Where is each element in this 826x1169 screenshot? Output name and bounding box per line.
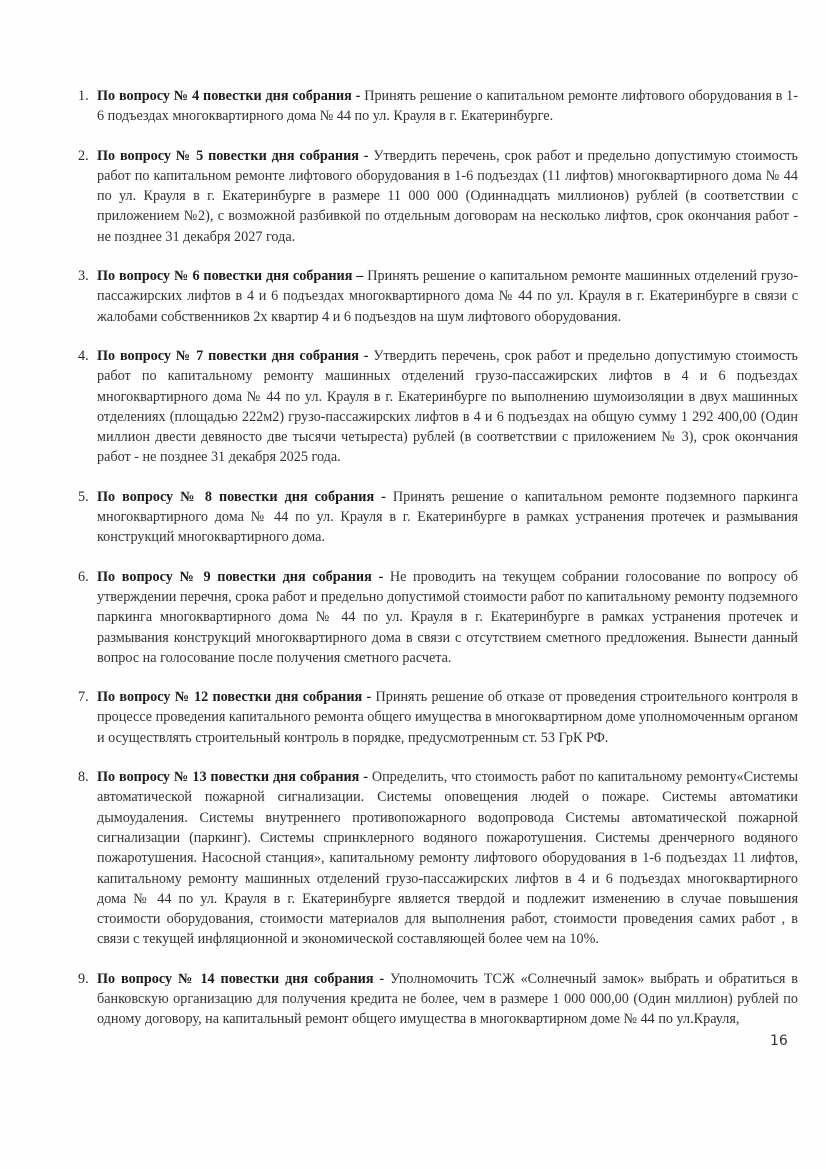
resolution-item <box>70 687 798 748</box>
item-lead: По вопросу № 8 повестки дня собрания <box>97 488 375 505</box>
item-number: 7. <box>78 689 89 706</box>
item-text: Не проводить на текущем собрании голосование по вопросу об утверждении перечня, срока работ и предельно допустимой стоимости работ по капитальному ремонту подземного паркинга многоквартирного дома № 44 по ул. Крауля в г. Екатеринбурге в рамках устранения протечек и размывания конструкций многоквартирного дома в связи с отсутствием сметного предложения. Вынести данный вопрос на голосование после получения сметного расчета. <box>97 568 798 666</box>
resolution-item <box>70 767 798 950</box>
item-lead: По вопросу № 5 повестки дня собрания <box>97 147 359 164</box>
item-separator: - <box>373 970 391 987</box>
item-lead: По вопросу № 12 повестки дня собрания <box>97 689 363 706</box>
resolution-item <box>70 487 798 548</box>
item-text: Уполномочить ТСЖ «Солнечный замок» выбрать и обратиться в банковскую организацию для получения кредита не более, чем в размере 1 000 000,00 (Один миллион) рублей по одному договору, на капитальный ремонт общего имущества в многоквартирном доме № 44 по ул.Крауля, <box>97 970 799 1028</box>
item-number: 3. <box>78 268 89 285</box>
item-lead: По вопросу № 14 повестки дня собрания <box>97 970 374 987</box>
page-number: 16 <box>770 1033 788 1049</box>
resolution-item <box>70 567 798 668</box>
item-text: Утвердить перечень, срок работ и предельно допустимую стоимость работ по капитальному ремонту машинных отделений грузо-пассажирских лифтов в 4 и 6 подъездах многоквартирного дома № 44 по ул. Крауля в г. Екатеринбурге по выполнению шумоизоляции в двух машинных отделениях (площадью 222м2) грузо-пассажирских лифтов в 4 и 6 подъездах на общую сумму 1 292 400,00 (Один миллион двести девяносто две тысячи четыреста) рублей (в соответствии с приложением № 3), срок окончания работ - не позднее 31 декабря 2025 года. <box>97 347 798 466</box>
item-number: 2. <box>78 147 89 164</box>
item-text: Определить, что стоимость работ по капитальному ремонту«Системы автоматической пожарной сигнализации. Системы оповещения людей о пожаре. Системы автоматики дымоудаления. Системы внутреннего противопожарного водопровода Системы автоматической пожарной сигнализации (паркинг). Системы спринклерного водяного пожаротушения. Системы дренчерного водяного пожаротушения. Насосной станция», капитальному ремонту лифтового оборудования в 1-6 подъездах 11 лифтов, капитальному ремонту машинных отделений грузо-пассажирских лифтов в 4 и 6 подъездах многоквартирного дома № 44 по ул. Крауля в г. Екатеринбурге является твердой и подлежит изменению в случае повышения стоимости оборудования, стоимости материалов для выполнения работ, стоимости проведения самих работ , в связи с текущей инфляционной и экономической составляющей более чем на 10%. <box>97 769 798 948</box>
item-separator: - <box>371 568 390 585</box>
resolution-item <box>70 969 798 1030</box>
item-separator: - <box>358 147 374 164</box>
item-separator: - <box>362 689 376 706</box>
resolution-item <box>70 346 798 468</box>
item-number: 6. <box>78 568 89 585</box>
item-lead: По вопросу № 7 повестки дня собрания <box>97 347 359 364</box>
item-separator: - <box>359 769 372 786</box>
resolution-item <box>70 86 798 127</box>
resolution-list <box>70 86 798 1030</box>
item-text: Принять решение о капитальном ремонте подземного паркинга многоквартирного дома № 44 по ул. Крауля в г. Екатеринбурге в рамках устранения протечек и размывания конструкций многоквартирного дома. <box>97 488 798 546</box>
item-separator: - <box>374 488 393 505</box>
item-text: Принять решение о капитальном ремонте лифтового оборудования в 1-6 подъездах многоквартирного дома № 44 по ул. Крауля в г. Екатеринбурге. <box>97 88 798 125</box>
item-separator: - <box>351 88 365 104</box>
item-number: 1. <box>78 88 89 104</box>
item-separator: – <box>352 268 368 285</box>
item-text: Утвердить перечень, срок работ и предельно допустимую стоимость работ по капитальном ремонте лифтового оборудования в 1-6 подъездах (11 лифтов) многоквартирного дома № 44 по ул. Крауля в г. Екатеринбурге в размере 11 000 000 (Одиннадцать миллионов) рублей (в соответствии с приложением №2), с возможной разбивкой по отдельным договорам на несколько лифтов, срок окончания работ - не позднее 31 декабря 2027 года. <box>97 147 798 245</box>
item-lead: По вопросу № 4 повестки дня собрания <box>97 88 352 104</box>
item-number: 4. <box>78 347 89 364</box>
item-lead: По вопросу № 9 повестки дня собрания <box>97 568 372 585</box>
item-number: 9. <box>78 970 89 987</box>
item-number: 5. <box>78 488 89 505</box>
item-text: Принять решение о капитальном ремонте машинных отделений грузо-пассажирских лифтов в 4 и 6 подъездах многоквартирного дома № 44 по ул. Крауля в г. Екатеринбурге в связи с жалобами собственников 2х квартир 4 и 6 подъездов на шум лифтового оборудования. <box>97 268 798 325</box>
resolution-item <box>70 266 798 327</box>
item-separator: - <box>358 347 374 364</box>
resolution-item <box>70 146 798 247</box>
item-lead: По вопросу № 13 повестки дня собрания <box>97 769 360 786</box>
item-lead: По вопросу № 6 повестки дня собрания <box>97 268 353 285</box>
item-text: Принять решение об отказе от проведения строительного контроля в процессе проведения капитального ремонта общего имущества в многоквартирном доме уполномоченным органом и осуществлять строительный контроль в порядке, предусмотренным ст. 53 ГрК РФ. <box>97 689 799 746</box>
item-number: 8. <box>78 769 89 786</box>
